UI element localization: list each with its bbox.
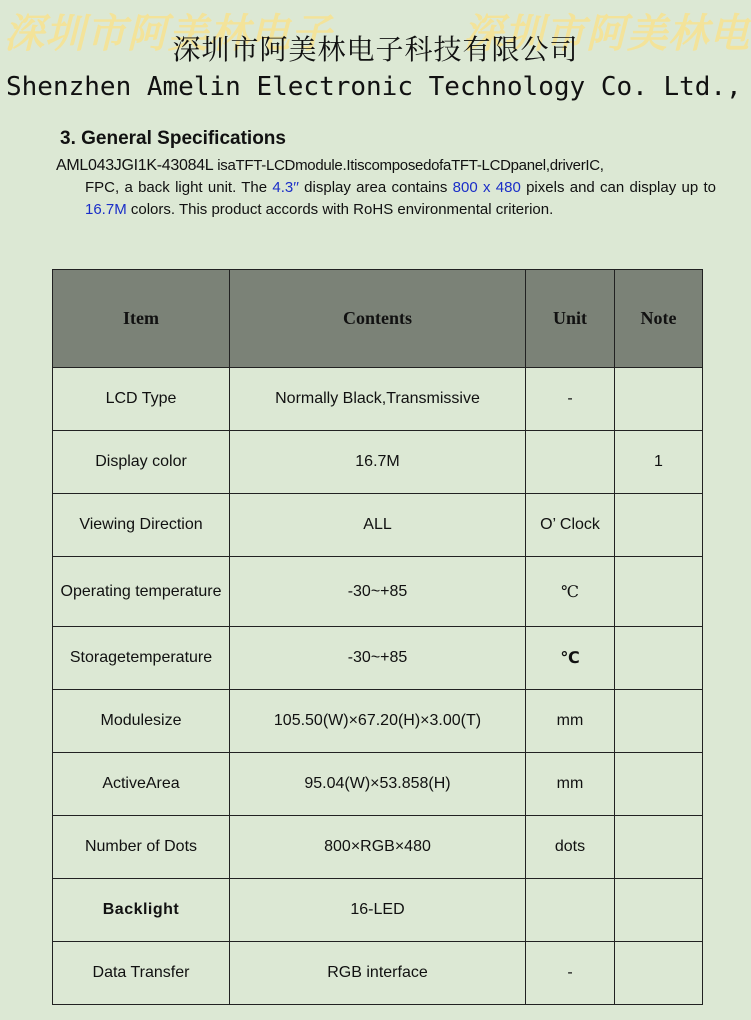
display-size: 4.3′′ [272,179,299,196]
row-unit: ℃ [526,627,615,690]
table-row [53,942,703,1005]
intro-text-3: display area contains [298,179,453,196]
row-contents: 95.04(W)×53.858(H) [230,753,526,816]
row-note [615,816,703,879]
row-note [615,557,703,627]
row-contents: 800×RGB×480 [230,816,526,879]
header-unit: Unit [526,270,615,368]
display-colors: 16.7M [85,201,127,218]
row-contents: 16.7M [230,431,526,494]
intro-text-4: pixels and can display up to [520,179,716,196]
row-note [615,627,703,690]
display-resolution: 800 x 480 [452,179,521,196]
watermark-left: 深圳市阿美林电子 [4,11,332,57]
row-note [615,690,703,753]
row-note [615,879,703,942]
intro-text-1: isaTFT-LCDmodule.ItiscomposedofaTFT-LCDpanel,driverIC, [213,157,604,174]
table-row [53,753,703,816]
row-unit: mm [526,690,615,753]
table-row [53,879,703,942]
row-note [615,494,703,557]
header-contents: Contents [230,270,526,368]
row-unit: dots [526,816,615,879]
page-header [0,0,751,118]
row-item: ActiveArea [53,753,230,816]
row-unit: - [526,368,615,431]
row-note: 1 [615,431,703,494]
row-item: Viewing Direction [53,494,230,557]
company-name-english: Shenzhen Amelin Electronic Technology Co. Ltd., [6,72,742,102]
section-heading: 3. General Specifications [60,128,286,149]
row-item: Modulesize [53,690,230,753]
row-unit [526,431,615,494]
specifications-table [52,269,703,1005]
table-header-row [53,270,703,368]
row-contents: Normally Black,Transmissive [230,368,526,431]
row-item: LCD Type [53,368,230,431]
row-item: Backlight [53,879,230,942]
table-row [53,368,703,431]
row-contents: 16-LED [230,879,526,942]
row-unit: ℃ [526,557,615,627]
table-row [53,627,703,690]
row-contents: RGB interface [230,942,526,1005]
row-unit: O’ Clock [526,494,615,557]
row-contents: -30~+85 [230,557,526,627]
row-unit [526,879,615,942]
intro-paragraph [56,155,716,221]
watermark-right: 深圳市阿美林电 [463,11,750,57]
header-note: Note [615,270,703,368]
row-unit: mm [526,753,615,816]
intro-text-2: FPC, a back light unit. The [85,179,273,196]
row-unit: - [526,942,615,1005]
header-item: Item [53,270,230,368]
row-contents: 105.50(W)×67.20(H)×3.00(T) [230,690,526,753]
row-note [615,368,703,431]
table-row [53,431,703,494]
table-row [53,816,703,879]
company-name-chinese: 深圳市阿美林电子科技有限公司 [172,33,579,66]
table-row [53,690,703,753]
table-row [53,494,703,557]
row-contents: -30~+85 [230,627,526,690]
table-row [53,557,703,627]
row-note [615,942,703,1005]
row-contents: ALL [230,494,526,557]
row-note [615,753,703,816]
row-item: Storagetemperature [53,627,230,690]
row-item: Number of Dots [53,816,230,879]
model-number: AML043JGI1K-43084L [56,157,214,174]
row-item: Display color [53,431,230,494]
row-item: Data Transfer [53,942,230,1005]
row-item: Operating temperature [53,557,230,627]
intro-text-5: colors. This product accords with RoHS environmental criterion. [126,201,554,218]
